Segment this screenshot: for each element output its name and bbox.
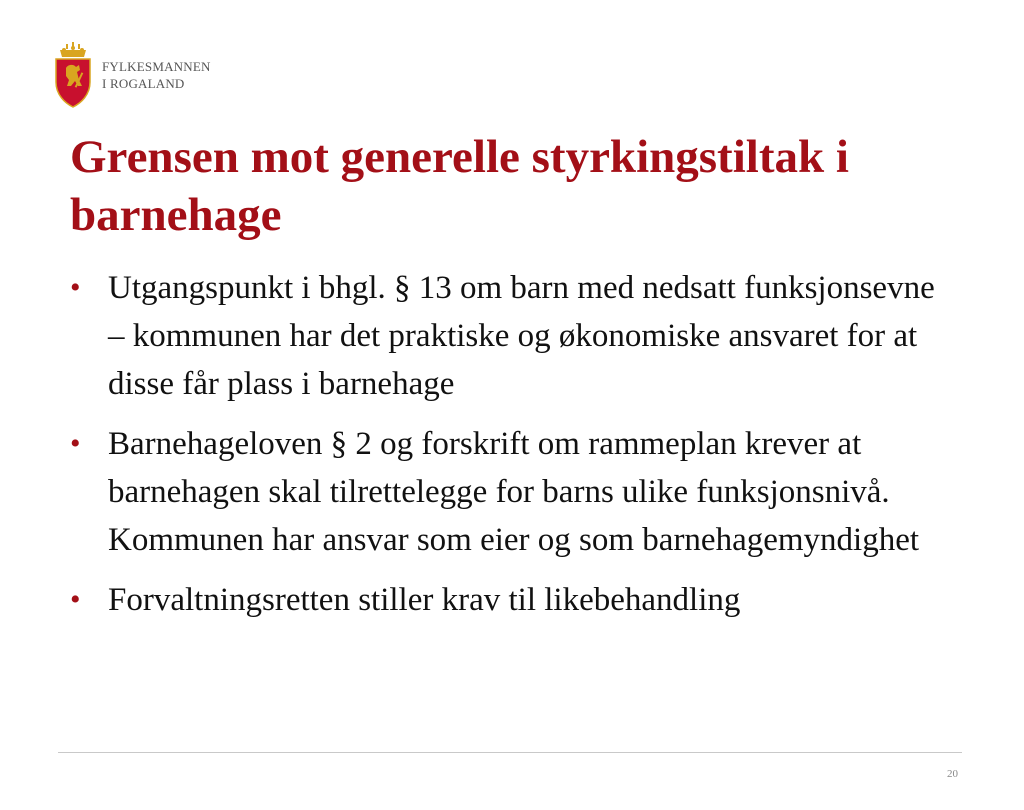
slide-title: Grensen mot generelle styrkingstiltak i barnehage	[70, 131, 849, 241]
bullet-text: Utgangspunkt i bhgl. § 13 om barn med nedsatt funksjonsevne – kommunen har det praktiske og økonomiske ansvaret for at disse får plass i barnehage	[108, 270, 935, 402]
footer-divider	[58, 752, 962, 753]
bullet-text: Barnehageloven § 2 og forskrift om rammeplan krever at barnehagen skal tilrettelegge for barns ulike funksjonsnivå. Kommunen har ansvar som eier og som barnehagemyndighet	[108, 426, 920, 558]
logo-line-1: FYLKESMANNEN	[102, 59, 211, 74]
bullet-item	[70, 264, 950, 408]
bullet-text: Forvaltningsretten stiller krav til likebehandling	[108, 582, 741, 618]
bullet-item	[70, 576, 950, 624]
logo	[54, 42, 211, 108]
coat-of-arms-icon	[54, 42, 92, 108]
logo-line-2: I ROGALAND	[102, 76, 185, 91]
bullet-item	[70, 420, 950, 564]
bullet-icon: •	[70, 427, 81, 460]
bullet-list	[70, 264, 950, 636]
bullet-icon: •	[70, 583, 81, 616]
page-number: 20	[947, 768, 958, 780]
bullet-icon: •	[70, 271, 81, 304]
